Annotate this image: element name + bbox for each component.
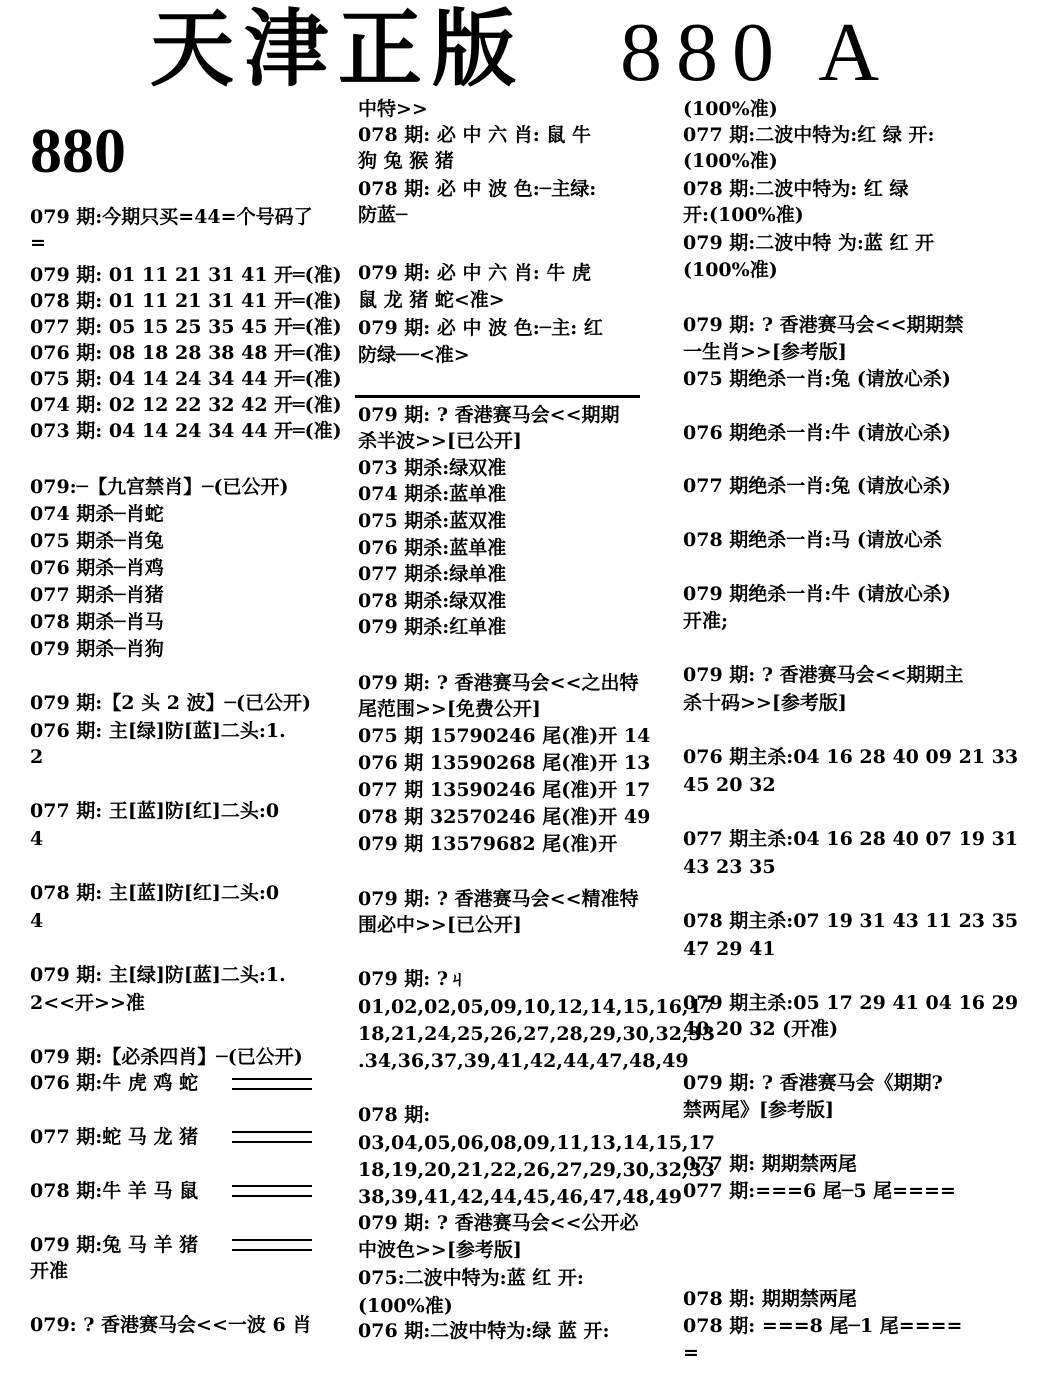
masthead-title: 天津正版 [150, 0, 527, 98]
text-line: 074 期杀:蓝单准 [358, 483, 507, 505]
text-line: 075 期: 04 14 24 34 44 开═(准) [30, 368, 342, 390]
text-line: 杀十码>>[参考版] [683, 692, 847, 714]
text-line: 079 期杀─肖狗 [30, 638, 164, 660]
text-line: 077 期:二波中特为:红 绿 开: [683, 124, 935, 146]
text-line: 4 [30, 828, 44, 850]
text-line: 078 期杀:绿双准 [358, 590, 507, 612]
text-line: 077 期:===6 尾─5 尾==== [683, 1180, 956, 1202]
text-line: 079 期:二波中特 为:蓝 红 开 [683, 232, 935, 254]
text-line: 03,04,05,06,08,09,11,13,14,15,17 [358, 1132, 715, 1154]
text-line: 狗 兔 猴 猪 [358, 150, 454, 172]
text-line: 075 期杀:蓝双准 [358, 510, 507, 532]
text-line: 防蓝─ [358, 204, 408, 226]
text-line: 079 期: 主[绿]防[蓝]二头:1. [30, 964, 286, 986]
text-line: 鼠 龙 猪 蛇<准> [358, 289, 505, 311]
text-line: (100%准) [683, 150, 778, 172]
text-line: 075 期杀─肖兔 [30, 530, 164, 552]
text-line: 076 期绝杀一肖:牛 (请放心杀) [683, 422, 951, 444]
text-line: 075 期绝杀一肖:兔 (请放心杀) [683, 368, 951, 390]
masthead-code: 880 A [620, 6, 894, 99]
text-line: 078 期: 01 11 21 31 41 开═(准) [30, 290, 342, 312]
text-line: 078 期 32570246 尾(准)开 49 [358, 806, 651, 828]
text-line: 079 期: ? 香港赛马会<<之出特 [358, 672, 639, 694]
text-line: 2<<开>>准 [30, 992, 145, 1014]
text-line: 076 期杀─肖鸡 [30, 557, 164, 579]
text-line: 079 期: ? 香港赛马会<<公开必 [358, 1212, 639, 1234]
text-line: (100%准) [683, 259, 778, 281]
text-line: 077 期: 05 15 25 35 45 开═(准) [30, 316, 342, 338]
logo-880: 880 [30, 115, 126, 186]
text-line: 18,19,20,21,22,26,27,29,30,32,33 [358, 1159, 715, 1181]
text-line: 一生肖>>[参考版] [683, 341, 847, 363]
text-line: 077 期:蛇 马 龙 猪 [30, 1126, 199, 1148]
text-line: 079 期:【必杀四肖】─(已公开) [30, 1046, 303, 1068]
text-line: 40 20 32 (开准) [683, 1018, 839, 1040]
text-line: 078 期绝杀一肖:马 (请放心杀 [683, 529, 942, 551]
text-line: 18,21,24,25,26,27,28,29,30,32,33 [358, 1023, 715, 1045]
text-line: 076 期 13590268 尾(准)开 13 [358, 752, 651, 774]
text-line: = [30, 232, 46, 254]
text-line: = [683, 1342, 699, 1364]
text-line: 开准; [683, 610, 729, 632]
text-line: 079 期: ? 香港赛马会《期期? [683, 1072, 943, 1094]
text-line: 077 期: 王[蓝]防[红]二头:0 [30, 800, 280, 822]
text-line: 01,02,02,05,09,10,12,14,15,16,17 [358, 996, 715, 1018]
text-line: 079 期: ? 香港赛马会<<期期禁 [683, 314, 964, 336]
text-line: 43 23 35 [683, 856, 776, 878]
double-rule [232, 1131, 312, 1143]
text-line: 079: ? 香港赛马会<<一波 6 肖 [30, 1314, 312, 1336]
text-line: 45 20 32 [683, 774, 776, 796]
text-line: 073 期: 04 14 24 34 44 开═(准) [30, 420, 342, 442]
text-line: 073 期杀:绿双准 [358, 457, 507, 479]
text-line: 078 期: 主[蓝]防[红]二头:0 [30, 882, 280, 904]
text-line: 079 期: 必 中 波 色:─主: 红 [358, 317, 603, 339]
text-line: 开准 [30, 1260, 69, 1282]
text-line: 079 期: ?ㄐ [358, 968, 468, 990]
text-line: 47 29 41 [683, 938, 776, 960]
text-line: 075 期 15790246 尾(准)开 14 [358, 725, 651, 747]
text-line: 开:(100%准) [683, 204, 804, 226]
text-line: 079 期 13579682 尾(准)开 [358, 833, 618, 855]
text-line: 079 期绝杀一肖:牛 (请放心杀) [683, 583, 951, 605]
text-line: 076 期杀:蓝单准 [358, 537, 507, 559]
text-line: 076 期主杀:04 16 28 40 09 21 33 [683, 746, 1019, 768]
text-line: .34,36,37,39,41,42,44,47,48,49 [358, 1050, 689, 1072]
text-line: 079 期杀:红单准 [358, 616, 507, 638]
masthead [0, 0, 1047, 100]
text-line: 075:二波中特为:蓝 红 开: [358, 1267, 584, 1289]
text-line: 078 期主杀:07 19 31 43 11 23 35 [683, 910, 1019, 932]
double-rule [232, 1239, 312, 1251]
double-rule [232, 1185, 312, 1197]
text-line: 2 [30, 746, 44, 768]
text-line: 防绿──<准> [358, 344, 470, 366]
text-line: 38,39,41,42,44,45,46,47,48,49 [358, 1186, 682, 1208]
text-line: 074 期: 02 12 22 32 42 开═(准) [30, 394, 342, 416]
text-line: 079 期: 01 11 21 31 41 开═(准) [30, 264, 342, 286]
text-line: (100%准) [683, 98, 778, 120]
text-line: 077 期杀─肖猪 [30, 584, 164, 606]
text-line: 079:─【九宫禁肖】─(已公开) [30, 476, 289, 498]
text-line: 077 期杀:绿单准 [358, 563, 507, 585]
text-line: 079 期: 必 中 六 肖: 牛 虎 [358, 262, 591, 284]
text-line: 078 期: ===8 尾─1 尾==== [683, 1315, 963, 1337]
double-rule [232, 1078, 312, 1090]
text-line: 078 期: 必 中 波 色:─主绿: [358, 178, 597, 200]
text-line: 077 期: 期期禁两尾 [683, 1153, 857, 1175]
text-line: 076 期:二波中特为:绿 蓝 开: [358, 1320, 610, 1342]
text-line: 079 期: ? 香港赛马会<<期期 [358, 404, 620, 426]
text-line: 079 期:今期只买=44=个号码了 [30, 206, 313, 228]
text-line: 077 期 13590246 尾(准)开 17 [358, 779, 651, 801]
text-line: 079 期:兔 马 羊 猪 [30, 1234, 199, 1256]
text-line: 围必中>>[已公开] [358, 914, 522, 936]
text-line: 中特>> [358, 98, 428, 120]
text-line: 078 期: 期期禁两尾 [683, 1288, 857, 1310]
text-line: 078 期:二波中特为: 红 绿 [683, 178, 909, 200]
text-line: 078 期:牛 羊 马 鼠 [30, 1180, 199, 1202]
text-line: 4 [30, 910, 44, 932]
section-divider [355, 395, 640, 398]
text-line: 079 期:【2 头 2 波】─(已公开) [30, 692, 311, 714]
text-line: 中波色>>[参考版] [358, 1239, 522, 1261]
text-line: 079 期: ? 香港赛马会<<精准特 [358, 888, 639, 910]
text-line: 077 期绝杀一肖:兔 (请放心杀) [683, 475, 951, 497]
text-line: 078 期: 必 中 六 肖: 鼠 牛 [358, 124, 591, 146]
text-line: 074 期杀─肖蛇 [30, 503, 164, 525]
text-line: (100%准) [358, 1295, 453, 1317]
text-line: 078 期杀─肖马 [30, 611, 164, 633]
text-line: 079 期主杀:05 17 29 41 04 16 29 [683, 992, 1019, 1014]
text-line: 079 期: ? 香港赛马会<<期期主 [683, 664, 964, 686]
text-line: 076 期: 主[绿]防[蓝]二头:1. [30, 720, 286, 742]
text-line: 杀半波>>[已公开] [358, 430, 522, 452]
text-line: 尾范围>>[免费公开] [358, 698, 541, 720]
text-line: 077 期主杀:04 16 28 40 07 19 31 [683, 828, 1019, 850]
text-line: 076 期: 08 18 28 38 48 开═(准) [30, 342, 342, 364]
text-line: 076 期:牛 虎 鸡 蛇 [30, 1072, 199, 1094]
text-line: 078 期: [358, 1104, 431, 1126]
text-line: 禁两尾》[参考版] [683, 1099, 834, 1121]
